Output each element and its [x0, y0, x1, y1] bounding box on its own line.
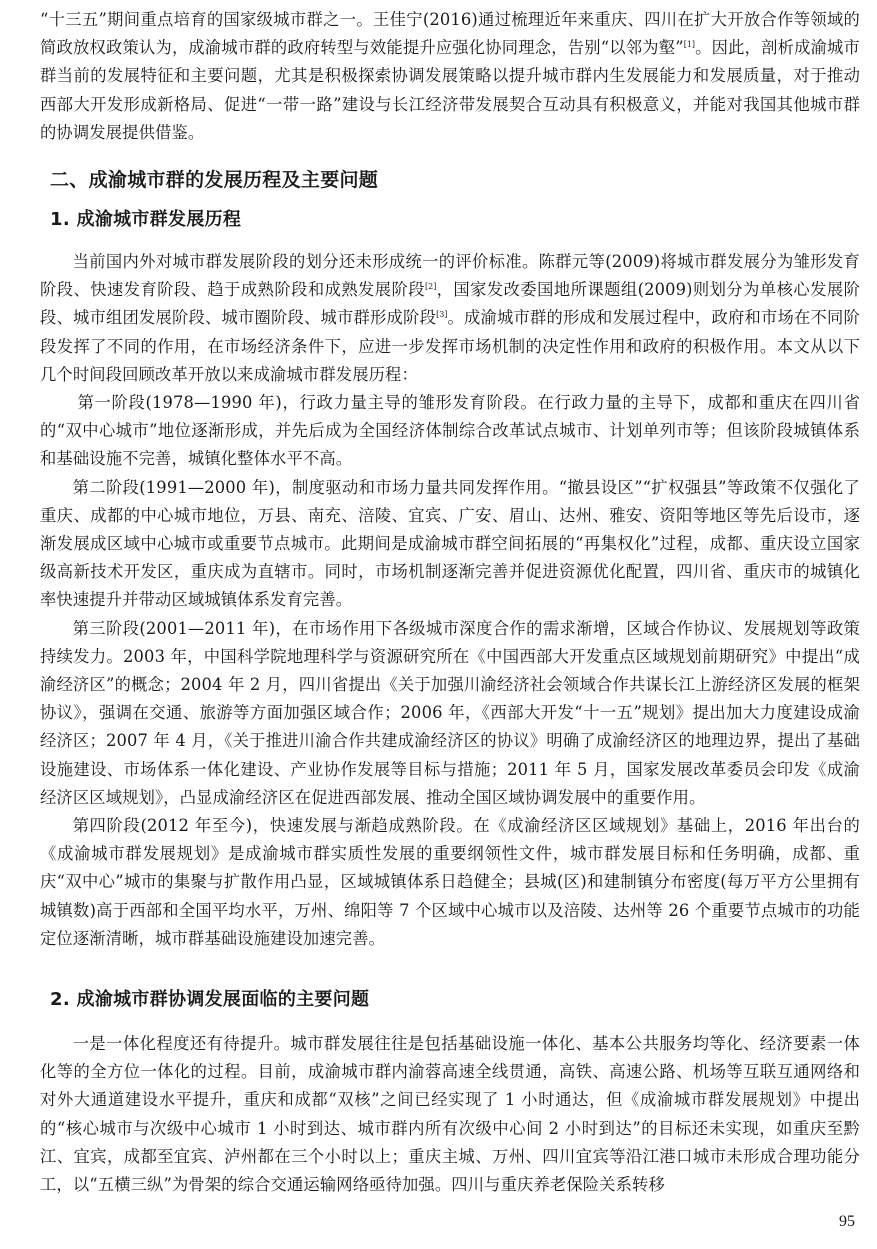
history-text-c: 。成渝城市群的形成和发展过程中，政府和市场在不同阶段发挥了不同的作用，在市场经济条件下，应进一步发挥市场机制的决定性作用和政府的积极作用。本文从以下几个时间段回顾改革开放以来成渝城市群发展历程： — [40, 308, 860, 384]
problems-block — [40, 1030, 860, 1199]
history-text-a: 当前国内外对城市群发展阶段的划分还未形成统一的评价标准。陈群元等(2009)将城市群发展分为雏形发育阶段、快速发育阶段、趋于成熟阶段和成熟发展阶段 — [40, 252, 860, 300]
section-heading: 二、成渝城市群的发展历程及主要问题 — [50, 169, 379, 191]
stage-1-paragraph: 第一阶段(1978—1990 年)，行政力量主导的雏形发育阶段。在行政力量的主导下，成都和重庆在四川省的“双中心城市”地位逐渐形成，并先后成为全国经济体制综合改革试点城市、计划单列市等；但该阶段城镇体系和基础设施不完善，城镇化整体水平不高。 — [40, 393, 860, 469]
stage-3-paragraph: 第三阶段(2001—2011 年)，在市场作用下各级城市深度合作的需求渐增，区域合作协议、发展规划等政策持续发力。2003 年，中国科学院地理科学与资源研究所在《中国西部大开发重点区域规划前期研究》中提出“成渝经济区”的概念；2004 年 2 月，四川省提出《关于加强川渝经济社会领域合作共谋长江上游经济区发展的框架协议》，强调在交通、旅游等方面加强区域合作；2006 年，《西部大开发“十一五”规划》提出加大力度建设成渝经济区；2007 年 4 月，《关于推进川渝合作共建成渝经济区的协议》明确了成渝经济区的地理边界，提出了基础设施建设、市场体系一体化建设、产业协作发展等目标与措施；2011 年 5 月，国家发展改革委员会印发《成渝经济区区域规划》，凸显成渝经济区在促进西部发展、推动全国区域协调发展中的重要作用。 — [40, 618, 860, 807]
stage-4-paragraph: 第四阶段(2012 年至今)，快速发展与渐趋成熟阶段。在《成渝经济区区域规划》基础上，2016 年出台的《成渝城市群发展规划》是成渝城市群实质性发展的重要纲领性文件，城市群发展目标和任务明确，成都、重庆“双中心”城市的集聚与扩散作用凸显，区域城镇体系日趋健全；县城(区)和建制镇分布密度(每万平方公里拥有城镇数)高于西部和全国平均水平，万州、绵阳等 7 个区域中心城市以及涪陵、达州等 26 个重要节点城市的功能定位逐渐清晰，城市群基础设施建设加速完善。 — [40, 816, 860, 948]
citation-ref: [2] — [425, 282, 437, 292]
intro-paragraph — [40, 6, 860, 147]
problems-paragraph: 一是一体化程度还有待提升。城市群发展往往是包括基础设施一体化、基本公共服务均等化、经济要素一体化等的全方位一体化的过程。目前，成渝城市群内渝蓉高速全线贯通，高铁、高速公路、机场等互联互通网络和对外大通道建设水平提升，重庆和成都“双核”之间已经实现了 1 小时通达，但《成渝城市群发展规划》中提出的“核心城市与次级中心城市 1 小时到达、城市群内所有次级中心间 2 小时到达”的目标还未实现，如重庆至黔江、宜宾，成都至宜宾、泸州都在三个小时以上；重庆主城、万州、四川宜宾等沿江港口城市未形成合理功能分工，以“五横三纵”为骨架的综合交通运输网络亟待加强。四川与重庆养老保险关系转移 — [40, 1034, 860, 1195]
intro-text-b: 。因此，剖析成渝城市群当前的发展特征和主要问题，尤其是积极探索协调发展策略以提升城市群内生发展能力和发展质量，对于推动西部大开发形成新格局、促进“一带一路”建设与长江经济带发展契合互动具有积极意义，并能对我国其他城市群的协调发展提供借鉴。 — [40, 38, 860, 142]
history-text-b: ，国家发改委国地所课题组(2009)则划分为单核心发展阶段、城市组团发展阶段、城市圈阶段、城市群形成阶段 — [40, 280, 861, 328]
citation-ref: [3] — [436, 310, 448, 320]
citation-ref: [1] — [683, 40, 696, 50]
subsection-heading-1: 1. 成渝城市群发展历程 — [50, 209, 242, 230]
stage-2-paragraph: 第二阶段(1991—2000 年)，制度驱动和市场力量共同发挥作用。“撤县设区”“扩权强县”等政策不仅强化了重庆、成都的中心城市地位，万县、南充、涪陵、宜宾、广安、眉山、达州、雅安、资阳等地区等先后设市，逐渐发展成区域中心城市或重要节点城市。此期间是成渝城市群空间拓展的“再集权化”过程，成都、重庆设立国家级高新技术开发区，重庆成为直辖市。同时，市场机制逐渐完善并促进资源优化配置，四川省、重庆市的城镇化率快速提升并带动区域城镇体系发育完善。 — [40, 477, 860, 610]
subsection-heading-2: 2. 成渝城市群协调发展面临的主要问题 — [50, 989, 370, 1010]
intro-block — [40, 6, 860, 147]
intro-text-a: “十三五”期间重点培育的国家级城市群之一。王佳宁(2016)通过梳理近年来重庆、四川在扩大开放合作等领域的简政放权政策认为，成渝城市群的政府转型与效能提升应强化协同理念，告别“以邻为壑” — [40, 10, 860, 58]
page-number: 95 — [839, 1213, 855, 1230]
history-block — [40, 248, 860, 953]
history-intro-paragraph — [40, 248, 860, 389]
